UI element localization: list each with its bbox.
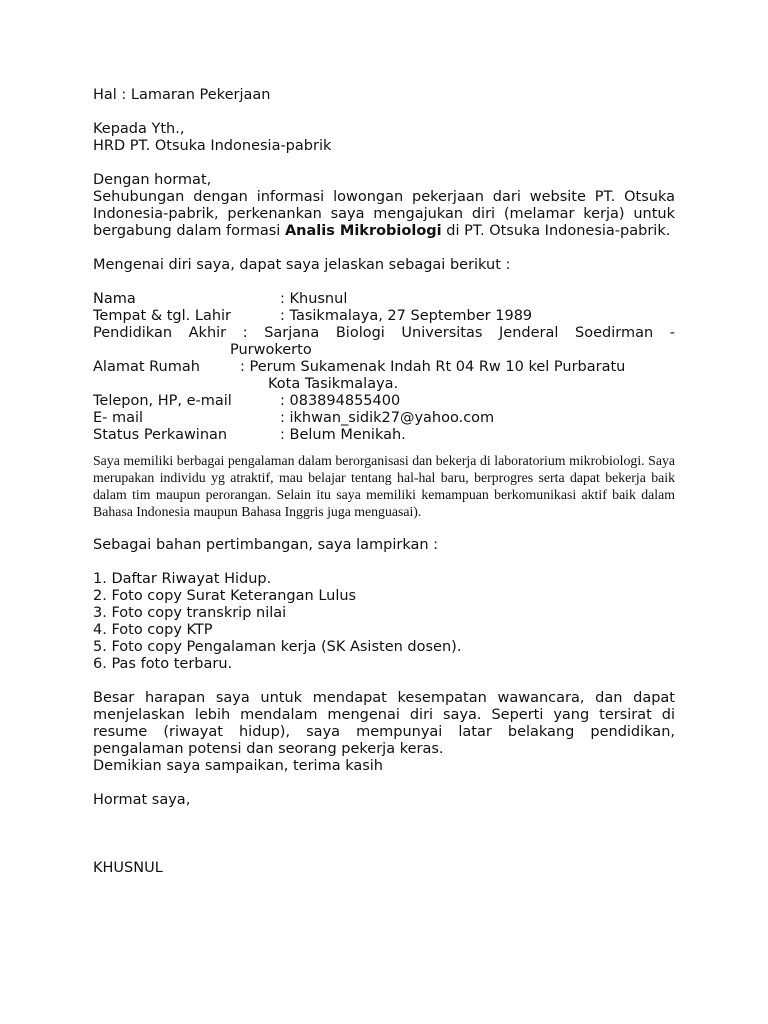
detail-value: : Khusnul <box>280 291 348 307</box>
subject-line: Hal : Lamaran Pekerjaan <box>93 87 271 103</box>
list-item: 4. Foto copy KTP <box>93 622 213 638</box>
detail-education-continuation: Purwokerto <box>230 342 312 358</box>
intro-text-before: Sehubungan dengan informasi lowongan pekerjaan dari website PT. Otsuka Indonesia-pabrik, perkenankan saya mengajukan diri (melamar kerja) untuk bergabung dalam formasi <box>93 189 675 239</box>
detail-label: E- mail <box>93 410 144 426</box>
detail-label: Tempat & tgl. Lahir <box>93 308 232 324</box>
list-item: 6. Pas foto terbaru. <box>93 656 233 672</box>
detail-value: : Tasikmalaya, 27 September 1989 <box>280 308 533 324</box>
list-item: 3. Foto copy transkrip nilai <box>93 605 287 621</box>
recipient-line-1: Kepada Yth., <box>93 121 185 137</box>
letter-body <box>93 87 675 877</box>
detail-value: : 083894855400 <box>280 393 401 409</box>
list-item: 5. Foto copy Pengalaman kerja (SK Asisten dosen). <box>93 639 462 655</box>
detail-row-email <box>93 410 675 427</box>
detail-row-marital <box>93 427 675 444</box>
closing-thanks: Demikian saya sampaikan, terima kasih <box>93 758 383 774</box>
intro-paragraph <box>93 189 675 240</box>
detail-value: : Perum Sukamenak Indah Rt 04 Rw 10 kel Purbaratu <box>240 359 626 375</box>
detail-row-name <box>93 291 675 308</box>
attachments-list <box>93 571 675 673</box>
signoff: Hormat saya, <box>93 792 191 808</box>
detail-address-continuation: Kota Tasikmalaya. <box>268 376 399 392</box>
intro-text-after: di PT. Otsuka Indonesia-pabrik. <box>441 223 671 239</box>
attachments-intro: Sebagai bahan pertimbangan, saya lampirkan : <box>93 537 439 553</box>
recipient-line-2: HRD PT. Otsuka Indonesia-pabrik <box>93 138 332 154</box>
signature-name: KHUSNUL <box>93 860 163 876</box>
detail-label: Status Perkawinan <box>93 427 228 443</box>
detail-row-education: Pendidikan Akhir : Sarjana Biologi Universitas Jenderal Soedirman - <box>93 325 675 341</box>
greeting: Dengan hormat, <box>93 172 212 188</box>
detail-label: Telepon, HP, e-mail <box>93 393 232 409</box>
list-item: 1. Daftar Riwayat Hidup. <box>93 571 272 587</box>
self-intro: Mengenai diri saya, dapat saya jelaskan sebagai berikut : <box>93 257 511 273</box>
detail-value: : Belum Menikah. <box>280 427 406 443</box>
list-item: 2. Foto copy Surat Keterangan Lulus <box>93 588 357 604</box>
detail-row-birth <box>93 308 675 325</box>
detail-value: : ikhwan_sidik27@yahoo.com <box>280 410 495 426</box>
closing-paragraph: Besar harapan saya untuk mendapat kesempatan wawancara, dan dapat menjelaskan lebih mendalam mengenai diri saya. Seperti yang tersirat di resume (riwayat hidup), saya mempunyai latar belakang pendidikan, pengalaman potensi dan seorang pekerja keras. <box>93 690 675 757</box>
experience-paragraph: Saya memiliki berbagai pengalaman dalam berorganisasi dan bekerja di laboratorium mikrobiologi. Saya merupakan individu yg atraktif, mau belajar tentang hal-hal baru, berprogres serta dapat bekerja baik dalam tim maupun perorangan. Selain itu saya memiliki kemampuan berkomunikasi aktif baik dalam Bahasa Indonesia maupun Bahasa Inggris juga menguasai). <box>93 453 675 519</box>
detail-label: Alamat Rumah <box>93 359 200 375</box>
detail-label: Nama <box>93 291 136 307</box>
position-name: Analis Mikrobiologi <box>284 223 442 239</box>
personal-details <box>93 291 675 444</box>
detail-row-address <box>93 359 675 376</box>
detail-row-phone <box>93 393 675 410</box>
